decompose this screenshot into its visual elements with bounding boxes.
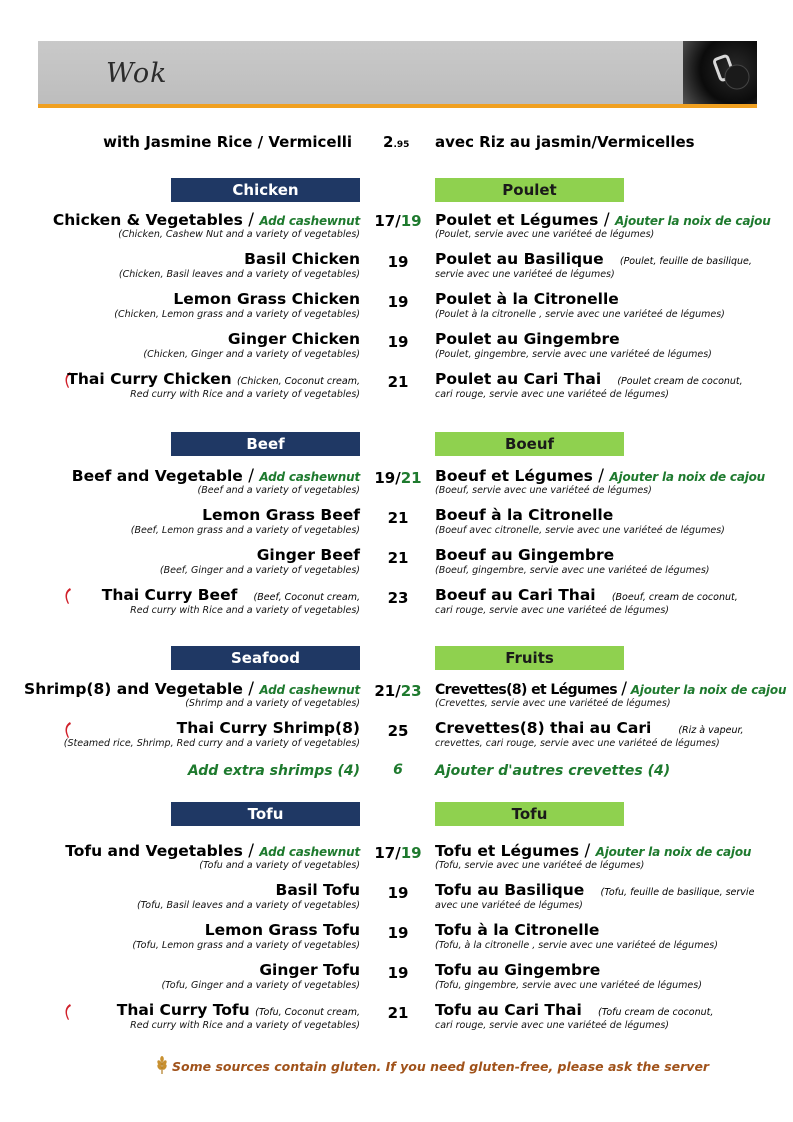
item-price: 19 <box>387 253 409 271</box>
item-name-fr: Tofu au Basilique (Tofu, feuille de basilique, servie <box>435 881 755 899</box>
item-price: 21 <box>387 373 409 391</box>
section-header-chicken: Chicken <box>171 178 360 202</box>
item-name-fr: Poulet et Légumes / Ajouter la noix de cajou <box>435 210 771 230</box>
item-name: Thai Curry Beef (Beef, Coconut cream, <box>101 586 360 604</box>
item-name-fr: Tofu et Légumes / Ajouter la noix de cajou <box>435 841 752 861</box>
item-price: 19 <box>387 293 409 311</box>
intro-english: with Jasmine Rice / Vermicelli <box>103 133 352 151</box>
item-description-fr: (Boeuf, servie avec une variéteé de légumes) <box>435 485 652 496</box>
item-price: 25 <box>387 722 409 740</box>
item-price: 19 <box>387 884 409 902</box>
item-price: 17/19 <box>374 212 422 230</box>
item-name-fr: Poulet au Basilique (Poulet, feuille de basilique, <box>435 250 752 268</box>
item-description: (Tofu, Lemon grass and a variety of vegetables) <box>132 940 360 951</box>
item-name-fr: Tofu au Cari Thai (Tofu cream de coconut, <box>435 1001 714 1019</box>
item-name: Tofu and Vegetables / Add cashewnut <box>65 841 360 861</box>
item-name-fr: Tofu à la Citronelle <box>435 921 600 939</box>
item-description: (Beef, Ginger and a variety of vegetables) <box>159 565 360 576</box>
gluten-notice-text: Some sources contain gluten. If you need gluten-free, please ask the server <box>172 1059 710 1074</box>
intro-french: avec Riz au jasmin/Vermicelles <box>435 133 695 151</box>
item-description: (Steamed rice, Shrimp, Red curry and a variety of vegetables) <box>63 738 360 749</box>
item-description-fr: cari rouge, servie avec une variéteé de légumes) <box>435 605 669 616</box>
item-description: (Shrimp and a variety of vegetables) <box>185 698 360 709</box>
item-price: 19 <box>387 924 409 942</box>
chili-pepper-icon <box>62 1003 74 1021</box>
item-description-fr: servie avec une variéteé de légumes) <box>435 269 615 280</box>
item-description-fr: cari rouge, servie avec une variéteé de légumes) <box>435 389 669 400</box>
section-header-tofu: Tofu <box>171 802 360 826</box>
item-name-fr: Crevettes(8) thai au Cari (Riz à vapeur, <box>435 719 744 737</box>
extra-shrimps: Add extra shrimps (4) <box>187 763 360 779</box>
item-description: (Chicken, Cashew Nut and a variety of vegetables) <box>118 229 360 240</box>
item-name-fr: Boeuf au Cari Thai (Boeuf, cream de coconut, <box>435 586 738 604</box>
chili-pepper-icon <box>62 721 74 739</box>
item-name-fr: Boeuf et Légumes / Ajouter la noix de cajou <box>435 466 766 486</box>
item-name: Beef and Vegetable / Add cashewnut <box>71 466 360 486</box>
section-header-poulet: Poulet <box>435 178 624 202</box>
item-name: Thai Curry Tofu (Tofu, Coconut cream, <box>116 1001 360 1019</box>
item-description: (Tofu, Ginger and a variety of vegetables) <box>161 980 360 991</box>
page-title: Wok <box>106 58 168 89</box>
section-header-beef: Beef <box>171 432 360 456</box>
header-underline <box>38 104 757 108</box>
item-description-fr: (Crevettes, servie avec une variéteé de légumes) <box>435 698 671 709</box>
item-name: Basil Chicken <box>244 250 360 268</box>
wheat-icon <box>155 1056 169 1074</box>
item-price: 17/19 <box>374 844 422 862</box>
item-description-fr: avec une variéteé de légumes) <box>435 900 583 911</box>
item-description-fr: cari rouge, servie avec une variéteé de légumes) <box>435 1020 669 1031</box>
item-name-fr: Boeuf au Gingembre <box>435 546 615 564</box>
item-description-fr: (Tofu, gingembre, servie avec une variéteé de légumes) <box>435 980 702 991</box>
item-description-fr: (Boeuf avec citronelle, servie avec une variéteé de légumes) <box>435 525 725 536</box>
item-price: 19 <box>387 333 409 351</box>
chili-pepper-icon <box>62 587 74 605</box>
item-description: (Beef and a variety of vegetables) <box>197 485 360 496</box>
item-price: 19/21 <box>374 469 422 487</box>
item-price: 21 <box>387 509 409 527</box>
item-price: 19 <box>387 964 409 982</box>
item-description: (Chicken, Ginger and a variety of vegetables) <box>143 349 360 360</box>
item-name: Thai Curry Chicken (Chicken, Coconut cream, <box>67 370 360 388</box>
item-description: (Tofu, Basil leaves and a variety of vegetables) <box>136 900 360 911</box>
item-name: Ginger Chicken <box>227 330 360 348</box>
item-name: Chicken & Vegetables / Add cashewnut <box>52 210 360 230</box>
item-name-fr: Poulet au Gingembre <box>435 330 620 348</box>
item-name-fr: Boeuf à la Citronelle <box>435 506 614 524</box>
section-header-fruits: Fruits <box>435 646 624 670</box>
item-price: 23 <box>387 589 409 607</box>
item-price: 21 <box>387 549 409 567</box>
item-description: (Beef, Lemon grass and a variety of vegetables) <box>130 525 360 536</box>
item-name-fr: Crevettes(8) et Légumes / Ajouter la noix de cajou <box>435 679 787 699</box>
item-name-fr: Poulet au Cari Thai (Poulet cream de coconut, <box>435 370 743 388</box>
item-name-fr: Tofu au Gingembre <box>435 961 601 979</box>
item-description-fr: (Poulet, gingembre, servie avec une variéteé de légumes) <box>435 349 712 360</box>
extra-shrimps-fr: Ajouter d'autres crevettes (4) <box>435 763 671 779</box>
extra-shrimps-price: 6 <box>393 762 403 778</box>
item-description-fr: (Poulet, servie avec une variéteé de légumes) <box>435 229 655 240</box>
item-description: (Tofu and a variety of vegetables) <box>199 860 360 871</box>
item-description: Red curry with Rice and a variety of vegetables) <box>130 605 360 616</box>
item-description-fr: crevettes, cari rouge, servie avec une variéteé de légumes) <box>435 738 720 749</box>
section-header-boeuf: Boeuf <box>435 432 624 456</box>
item-description-fr: (Tofu, servie avec une variéteé de légumes) <box>435 860 645 871</box>
wok-image <box>683 41 757 104</box>
item-description: (Chicken, Basil leaves and a variety of vegetables) <box>118 269 360 280</box>
item-name: Lemon Grass Beef <box>202 506 360 524</box>
item-name: Ginger Tofu <box>259 961 360 979</box>
section-header-seafood: Seafood <box>171 646 360 670</box>
item-description: Red curry with Rice and a variety of vegetables) <box>130 1020 360 1031</box>
item-price: 21 <box>387 1004 409 1022</box>
section-header-tofu-fr: Tofu <box>435 802 624 826</box>
gluten-notice <box>155 1056 709 1074</box>
item-description: Red curry with Rice and a variety of vegetables) <box>130 389 360 400</box>
item-name: Basil Tofu <box>275 881 360 899</box>
wok-icon <box>711 51 751 91</box>
item-description: (Chicken, Lemon grass and a variety of vegetables) <box>114 309 360 320</box>
item-name: Lemon Grass Chicken <box>173 290 360 308</box>
item-name: Thai Curry Shrimp(8) <box>176 719 360 737</box>
item-name: Shrimp(8) and Vegetable / Add cashewnut <box>24 679 360 699</box>
item-name-fr: Poulet à la Citronelle <box>435 290 619 308</box>
item-description-fr: (Poulet à la citronelle , servie avec une variéteé de légumes) <box>435 309 725 320</box>
item-price: 21/23 <box>374 682 422 700</box>
item-name: Lemon Grass Tofu <box>204 921 360 939</box>
item-description-fr: (Boeuf, gingembre, servie avec une variéteé de légumes) <box>435 565 710 576</box>
intro-price: 2.95 <box>383 133 410 151</box>
item-description-fr: (Tofu, à la citronelle , servie avec une variéteé de légumes) <box>435 940 718 951</box>
item-name: Ginger Beef <box>256 546 360 564</box>
